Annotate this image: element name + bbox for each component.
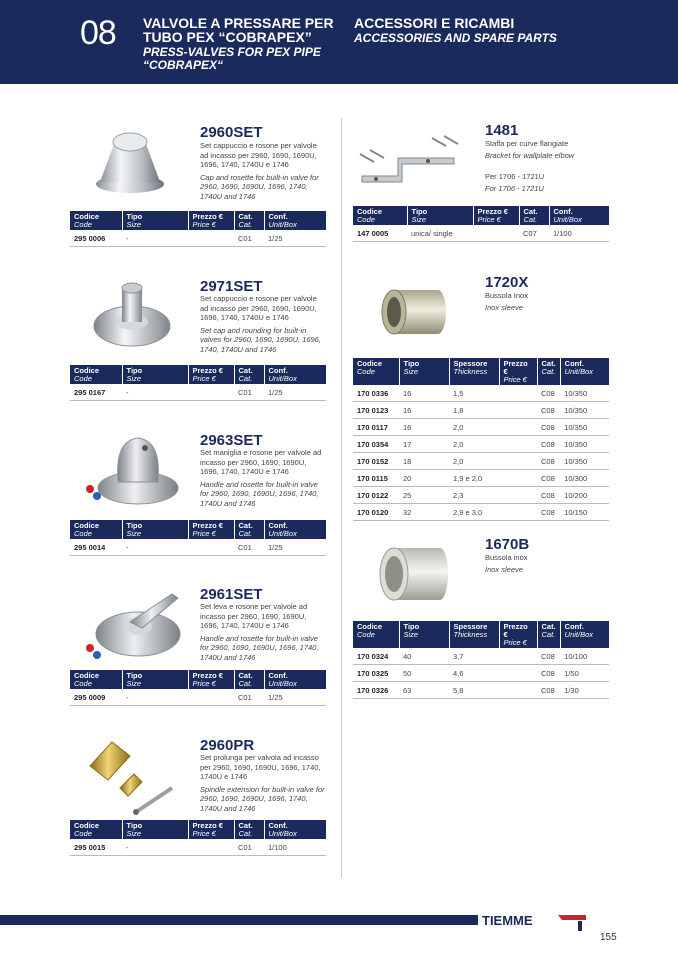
desc-it: Set prolunga per valvola ad incasso per 2960, 1690, 1690U, 1696, 1740, 1740U e 1746 (200, 753, 321, 781)
desc-it: Set cappuccio e rosone per valvole ad incasso per 2960, 1690, 1690U, 1696, 1740, 1740U e 1746 (200, 141, 317, 169)
spec-table: Codice Code Tipo Size Prezzo € Price € Cat. Cat. Conf. Unit/Box 295 0006 - C01 1/25 (70, 211, 326, 247)
table-row: 170 0326 63 5,8 C08 1/30 (353, 682, 609, 699)
product-code: 2971SET (200, 278, 263, 295)
product-code: 2963SET (200, 432, 263, 449)
desc-en: Cap and rosette for built-in valve for 2960, 1690, 1690U, 1696, 1740, 1740U and 1746 (200, 172, 319, 201)
chapter-title-en-2: “COBRAPEX“ (143, 58, 224, 72)
table-row: 170 0354 17 2,0 C08 10/350 (353, 436, 609, 453)
page-number: 155 (600, 932, 617, 943)
chapter-title-it-2: TUBO PEX “COBRAPEX” (143, 29, 312, 45)
desc-en: Set cap and rounding for built-in valves for 2960, 1690, 1690U, 1696, 1740, 1740U and 1746 (200, 325, 321, 354)
table-row: 170 0122 25 2,3 C08 10/200 (353, 487, 609, 504)
table-row: 170 0325 50 4,6 C08 1/50 (353, 665, 609, 682)
inox-sleeve-large-image (376, 544, 450, 604)
desc-en: Handle and rosette for built-in valve for 2960, 1690, 1690U, 1696, 1740, 1740U and 1746 (200, 633, 319, 662)
chapter-title (143, 16, 343, 72)
product-code: 2960SET (200, 124, 263, 141)
table-row: 295 0167 - C01 1/25 (70, 384, 326, 401)
table-row: 295 0006 - C01 1/25 (70, 230, 326, 247)
desc-it: Bussola Inox (485, 291, 528, 300)
product-description (485, 291, 635, 312)
spec-table: Codice Code Tipo Size Prezzo € Price € Cat. Cat. Conf. Unit/Box 295 0009 - C01 1/25 (70, 670, 326, 706)
product-description (200, 141, 325, 201)
spec-table: Codice Code Tipo Size Spessore Thickness Prezzo € Price € Cat. Cat. Conf. Unit/Box 170 0336 16 1,5 C08 10/350 170 0123 16 1,8 C08 10/350 170 0117 16 2,0 C08 10/350 170 0354 17 2,0 C08 10/350 170 0152 18 2,0 C08 10/350 170 0115 20 1,9 e 2,0 C08 10/300 170 0122 25 2,3 C08 10/200 170 0120 32 2,9 e 3,0 C08 10/150 (353, 358, 609, 521)
spec-table: Codice Code Tipo Size Prezzo € Price € Cat. Cat. Conf. Unit/Box 295 0167 - C01 1/25 (70, 365, 326, 401)
product-description (200, 448, 325, 508)
note-en: For 1706 - 1721U (485, 183, 544, 193)
section-title-it: ACCESSORI E RICAMBI (354, 15, 515, 31)
page-header (0, 0, 678, 84)
desc-en: Handle and rosette for built-in valve for 2960, 1690, 1690U, 1696, 1740, 1740U and 1746 (200, 479, 319, 508)
chapter-number: 08 (80, 14, 116, 52)
product-code: 1481 (485, 122, 519, 139)
desc-it: Bussola inox (485, 553, 528, 562)
table-row: 295 0015 - C01 1/100 (70, 839, 326, 856)
tiemme-logo (478, 911, 588, 931)
lever-rosette-image (82, 588, 182, 666)
spindle-extension-image (84, 736, 180, 816)
product-description (485, 553, 635, 574)
chapter-title-en (143, 46, 343, 72)
inox-sleeve-image (378, 284, 448, 340)
product-code: 1670B (485, 536, 530, 553)
product-description (200, 602, 325, 662)
product-description (485, 139, 635, 193)
desc-it: Set leva e rosone per valvole ad incasso per 2960, 1690, 1690U, 1696, 1740, 1740U e 1746 (200, 602, 308, 630)
section-title (354, 16, 557, 46)
column-divider (341, 118, 342, 878)
desc-it: Staffa per curve flangiate (485, 139, 569, 148)
note-it: Per 1706 - 1721U (485, 172, 545, 181)
table-row: 147 0005 unica/ single C07 1/100 (353, 225, 609, 242)
spec-table: Codice Code Tipo Size Prezzo € Price € Cat. Cat. Conf. Unit/Box 147 0005 unica/ single C07 1/100 (353, 206, 609, 242)
desc-it: Set maniglia e rosone per valvole ad incasso per 2960, 1690, 1690U, 1696, 1740, 1740U e 1746 (200, 448, 322, 476)
bracket-image (354, 134, 470, 194)
handle-rosette-image (82, 432, 182, 510)
section-title-en: ACCESSORIES AND SPARE PARTS (354, 31, 557, 45)
tiemme-logo-text: TIEMME (482, 913, 533, 928)
product-code: 2961SET (200, 586, 263, 603)
footer-bar (0, 915, 478, 925)
desc-en: Inox sleeve (485, 564, 523, 574)
product-code: 1720X (485, 274, 529, 291)
table-row: 295 0014 - C01 1/25 (70, 539, 326, 556)
chapter-title-en-1: PRESS-VALVES FOR PEX PIPE (143, 45, 321, 59)
product-description (200, 294, 325, 354)
desc-en: Spindle extension for built-in valve for 2960, 1690, 1690U, 1696, 1740, 1740U and 1746 (200, 784, 325, 813)
table-row: 170 0152 18 2,0 C08 10/350 (353, 453, 609, 470)
desc-en: Bracket for wallplate elbow (485, 150, 575, 160)
table-row: 170 0336 16 1,5 C08 10/350 (353, 385, 609, 402)
table-row: 170 0117 16 2,0 C08 10/350 (353, 419, 609, 436)
table-row: 170 0324 40 3,7 C08 10/100 (353, 648, 609, 665)
spec-table: Codice Code Tipo Size Prezzo € Price € Cat. Cat. Conf. Unit/Box 295 0014 - C01 1/25 (70, 520, 326, 556)
table-row: 295 0009 - C01 1/25 (70, 689, 326, 706)
product-code: 2960PR (200, 737, 255, 754)
table-row: 170 0120 32 2,9 e 3,0 C08 10/150 (353, 504, 609, 521)
chapter-title-it-1: VALVOLE A PRESSARE PER (143, 15, 334, 31)
cap-knob-image (92, 280, 172, 350)
table-row: 170 0123 16 1,8 C08 10/350 (353, 402, 609, 419)
desc-it: Set cappuccio e rosone per valvole ad incasso per 2960, 1690, 1690U, 1696, 1740, 1740U e 1746 (200, 294, 317, 322)
spec-table: Codice Code Tipo Size Prezzo € Price € Cat. Cat. Conf. Unit/Box 295 0015 - C01 1/100 (70, 820, 326, 856)
product-description (200, 753, 325, 813)
cap-rosette-image (92, 122, 168, 198)
spec-table: Codice Code Tipo Size Spessore Thickness Prezzo € Price € Cat. Cat. Conf. Unit/Box 170 0324 40 3,7 C08 10/100 170 0325 50 4,6 C08 1/50 170 0326 63 5,8 C08 1/30 (353, 621, 609, 699)
table-row: 170 0115 20 1,9 e 2,0 C08 10/300 (353, 470, 609, 487)
desc-en: Inox sleeve (485, 302, 523, 312)
